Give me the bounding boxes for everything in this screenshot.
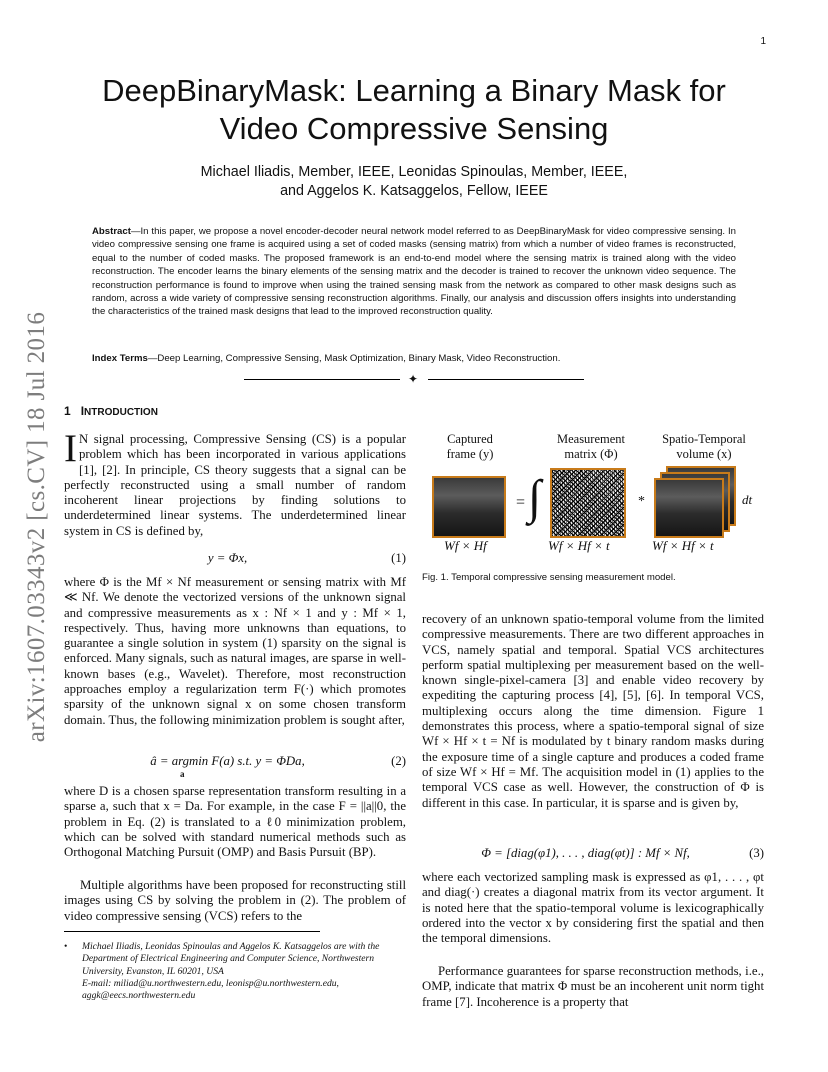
measurement-mask-image (550, 468, 626, 538)
equation-3-body: Φ = [diag(φ1), . . . , diag(φt)] : Mf × Nf, (481, 846, 690, 860)
figure-sub-volume: Wf × Hf × t (652, 538, 714, 553)
dropcap: I (64, 427, 77, 470)
section-divider (244, 372, 584, 388)
footnote-bullet: • (64, 941, 68, 952)
section-title-first: I (80, 404, 85, 418)
equation-2 (64, 754, 406, 779)
figure-label-volume: Spatio-Temporal volume (x) (662, 432, 746, 461)
authors (60, 163, 768, 201)
dt-label: dt (742, 492, 753, 507)
equation-1 (64, 551, 406, 566)
divider-ornament-icon: ✦ (408, 372, 419, 386)
abstract (92, 225, 736, 319)
equation-1-number: (1) (391, 551, 406, 565)
convolution-star: * (638, 494, 645, 509)
figure-label-measurement: Measurement matrix (Φ) (556, 432, 626, 461)
abstract-label: Abstract (92, 226, 131, 237)
equation-2-body: â = argmin F(a) s.t. y = ΦDa, (150, 754, 305, 768)
section-heading (64, 404, 158, 418)
authors-line-2: and Aggelos K. Katsaggelos, Fellow, IEEE (280, 183, 548, 199)
authors-line-1: Michael Iliadis, Member, IEEE, Leonidas Spinoulas, Member, IEEE, (200, 164, 628, 180)
equals-sign: = (516, 494, 526, 511)
footnote-rule (64, 931, 320, 932)
figure-sub-captured: Wf × Hf (444, 538, 487, 553)
title-line-1: DeepBinaryMask: Learning a Binary Mask for (102, 73, 726, 108)
section-number: 1 (64, 404, 71, 418)
equation-3-number: (3) (749, 846, 764, 860)
figure-caption: Fig. 1. Temporal compressive sensing measurement model. (422, 572, 676, 583)
equation-1-body: y = Φx, (207, 551, 248, 565)
page-number: 1 (760, 36, 766, 47)
intro-paragraph-1: I N signal processing, Compressive Sensing (CS) is a popular problem which has been incorporated in various applications [1], [2]. In principle, CS theory suggests that a signal can be perfectly reconstructed using a small number of random incoherent linear projections by finding solutions to underdetermined linear systems. The underdetermined linear system in CS is defined by, (64, 427, 406, 538)
title-line-2: Video Compressive Sensing (219, 111, 609, 146)
abstract-text: —In this paper, we propose a novel encoder-decoder neural network model referred to as DeepBinaryMask for video compressive sensing. In video compressive sensing one frame is acquired using a set of coded masks (sensing matrix) from which a number of video frames is reconstructed, equal to the number of coded masks. The proposed framework is an end-to-end model where the sensing matrix is trained along with the video reconstruction. The encoder learns the binary elements of the sensing matrix and the decoder is trained to recover the unknown video sequence. The reconstruction performance is found to improve when using the trained sensing mask from the network as compared to other mask designs such as random, across a wide variety of compressive sensing reconstruction algorithms. Finally, our analysis and discussion offers insights into understanding the characteristics of the trained mask designs that lead to the improved reconstruction quality. (92, 226, 736, 318)
volume-frame-front (654, 478, 724, 538)
index-terms (92, 352, 736, 365)
figure-sub-measurement: Wf × Hf × t (548, 538, 610, 553)
index-terms-label: Index Terms (92, 353, 148, 364)
equation-2-number: (2) (391, 754, 406, 768)
intro-paragraph-4: Multiple algorithms have been proposed for reconstructing still images using CS by solving the problem in (2). The problem of video compressive sensing (VCS) refers to the (64, 878, 406, 923)
figure-1 (430, 432, 770, 562)
equation-2-subscript: a (180, 769, 185, 779)
intro-paragraph-2: where Φ is the Mf × Nf measurement or sensing matrix with Mf ≪ Nf. We denote the vectorized versions of the unknown signal and compressive measurements as x : Nf × 1 and y : Mf × 1, respectively. Thus, having more unknowns than equations, to guarantee a single solution in system (1) sparsity on the signal is enforced. Many signals, such as natural images, are sparse in well-known bases (e.g., Wavelet). Therefore, most reconstruction approaches employ a regularization term F(·) which promotes sparsity of the unknown signal x on some chosen transform domain. Thus, the following minimization problem is sought after, (64, 575, 406, 727)
arxiv-stamp: arXiv:1607.03343v2 [cs.CV] 18 Jul 2016 (23, 311, 50, 743)
right-paragraph-3: Performance guarantees for sparse reconstruction methods, i.e., OMP, indicate that matrix Φ must be an incoherent unit norm tight frame [7]. Incoherence is a property that (422, 964, 764, 1009)
intro-paragraph-3: where D is a chosen sparse representation transform resulting in a sparse a, such that x = Da. For example, in the case F = ||a||0, the problem in Eq. (2) is translated to a ℓ0 minimization problem, which can be solved with standard numerical methods such as Orthogonal Matching Pursuit (OMP) and Basis Pursuit (BP). (64, 784, 406, 860)
footnote-text: Michael Iliadis, Leonidas Spinoulas and Aggelos K. Katsaggelos are with the Department of Electrical Engineering and Computer Science, Northwestern University, Evanston, IL 60201, USA E-mail: miliad@u.northwestern.edu, leonisp@u.northwestern.edu, aggk@eecs.northwestern.edu (82, 941, 380, 1002)
footnote (64, 941, 406, 1002)
right-paragraph-1: recovery of an unknown spatio-temporal volume from the limited compressive measurements. There are two different approaches in VCS, namely spatial and temporal. Spatial VCS architectures perform spatial multiplexing per measurement based on the well-known single-pixel-camera [3] and enable video recovery by expediting the capturing process [4], [5], [6]. In temporal VCS, multiplexing occurs along the time dimension. Figure 1 demonstrates this process, where a spatio-temporal signal of size Wf × Hf × t = Nf is modulated by t binary random masks during the exposure time of a single capture and produces a coded frame of size Wf × Hf = Mf. The acquisition model in (1) applies to the temporal VCS case as well. However, the construction of Φ is different in this case. In particular, it is sparse and is given by, (422, 612, 764, 810)
equation-3 (422, 846, 764, 861)
section-title-rest: NTRODUCTION (84, 407, 158, 418)
figure-label-captured: Captured frame (y) (446, 432, 494, 461)
captured-frame-image (432, 476, 506, 538)
paper-title (60, 72, 768, 148)
right-paragraph-2: where each vectorized sampling mask is expressed as φ1, . . . , φt and diag(·) creates a diagonal matrix from its vector argument. It is noted here that the spatio-temporal volume is lexicographically ordered into the vector x by considering first the spatial and then the temporal dimensions. (422, 870, 764, 946)
integral-sign: ∫ (528, 471, 542, 524)
index-terms-text: —Deep Learning, Compressive Sensing, Mask Optimization, Binary Mask, Video Reconstruction. (147, 353, 561, 364)
